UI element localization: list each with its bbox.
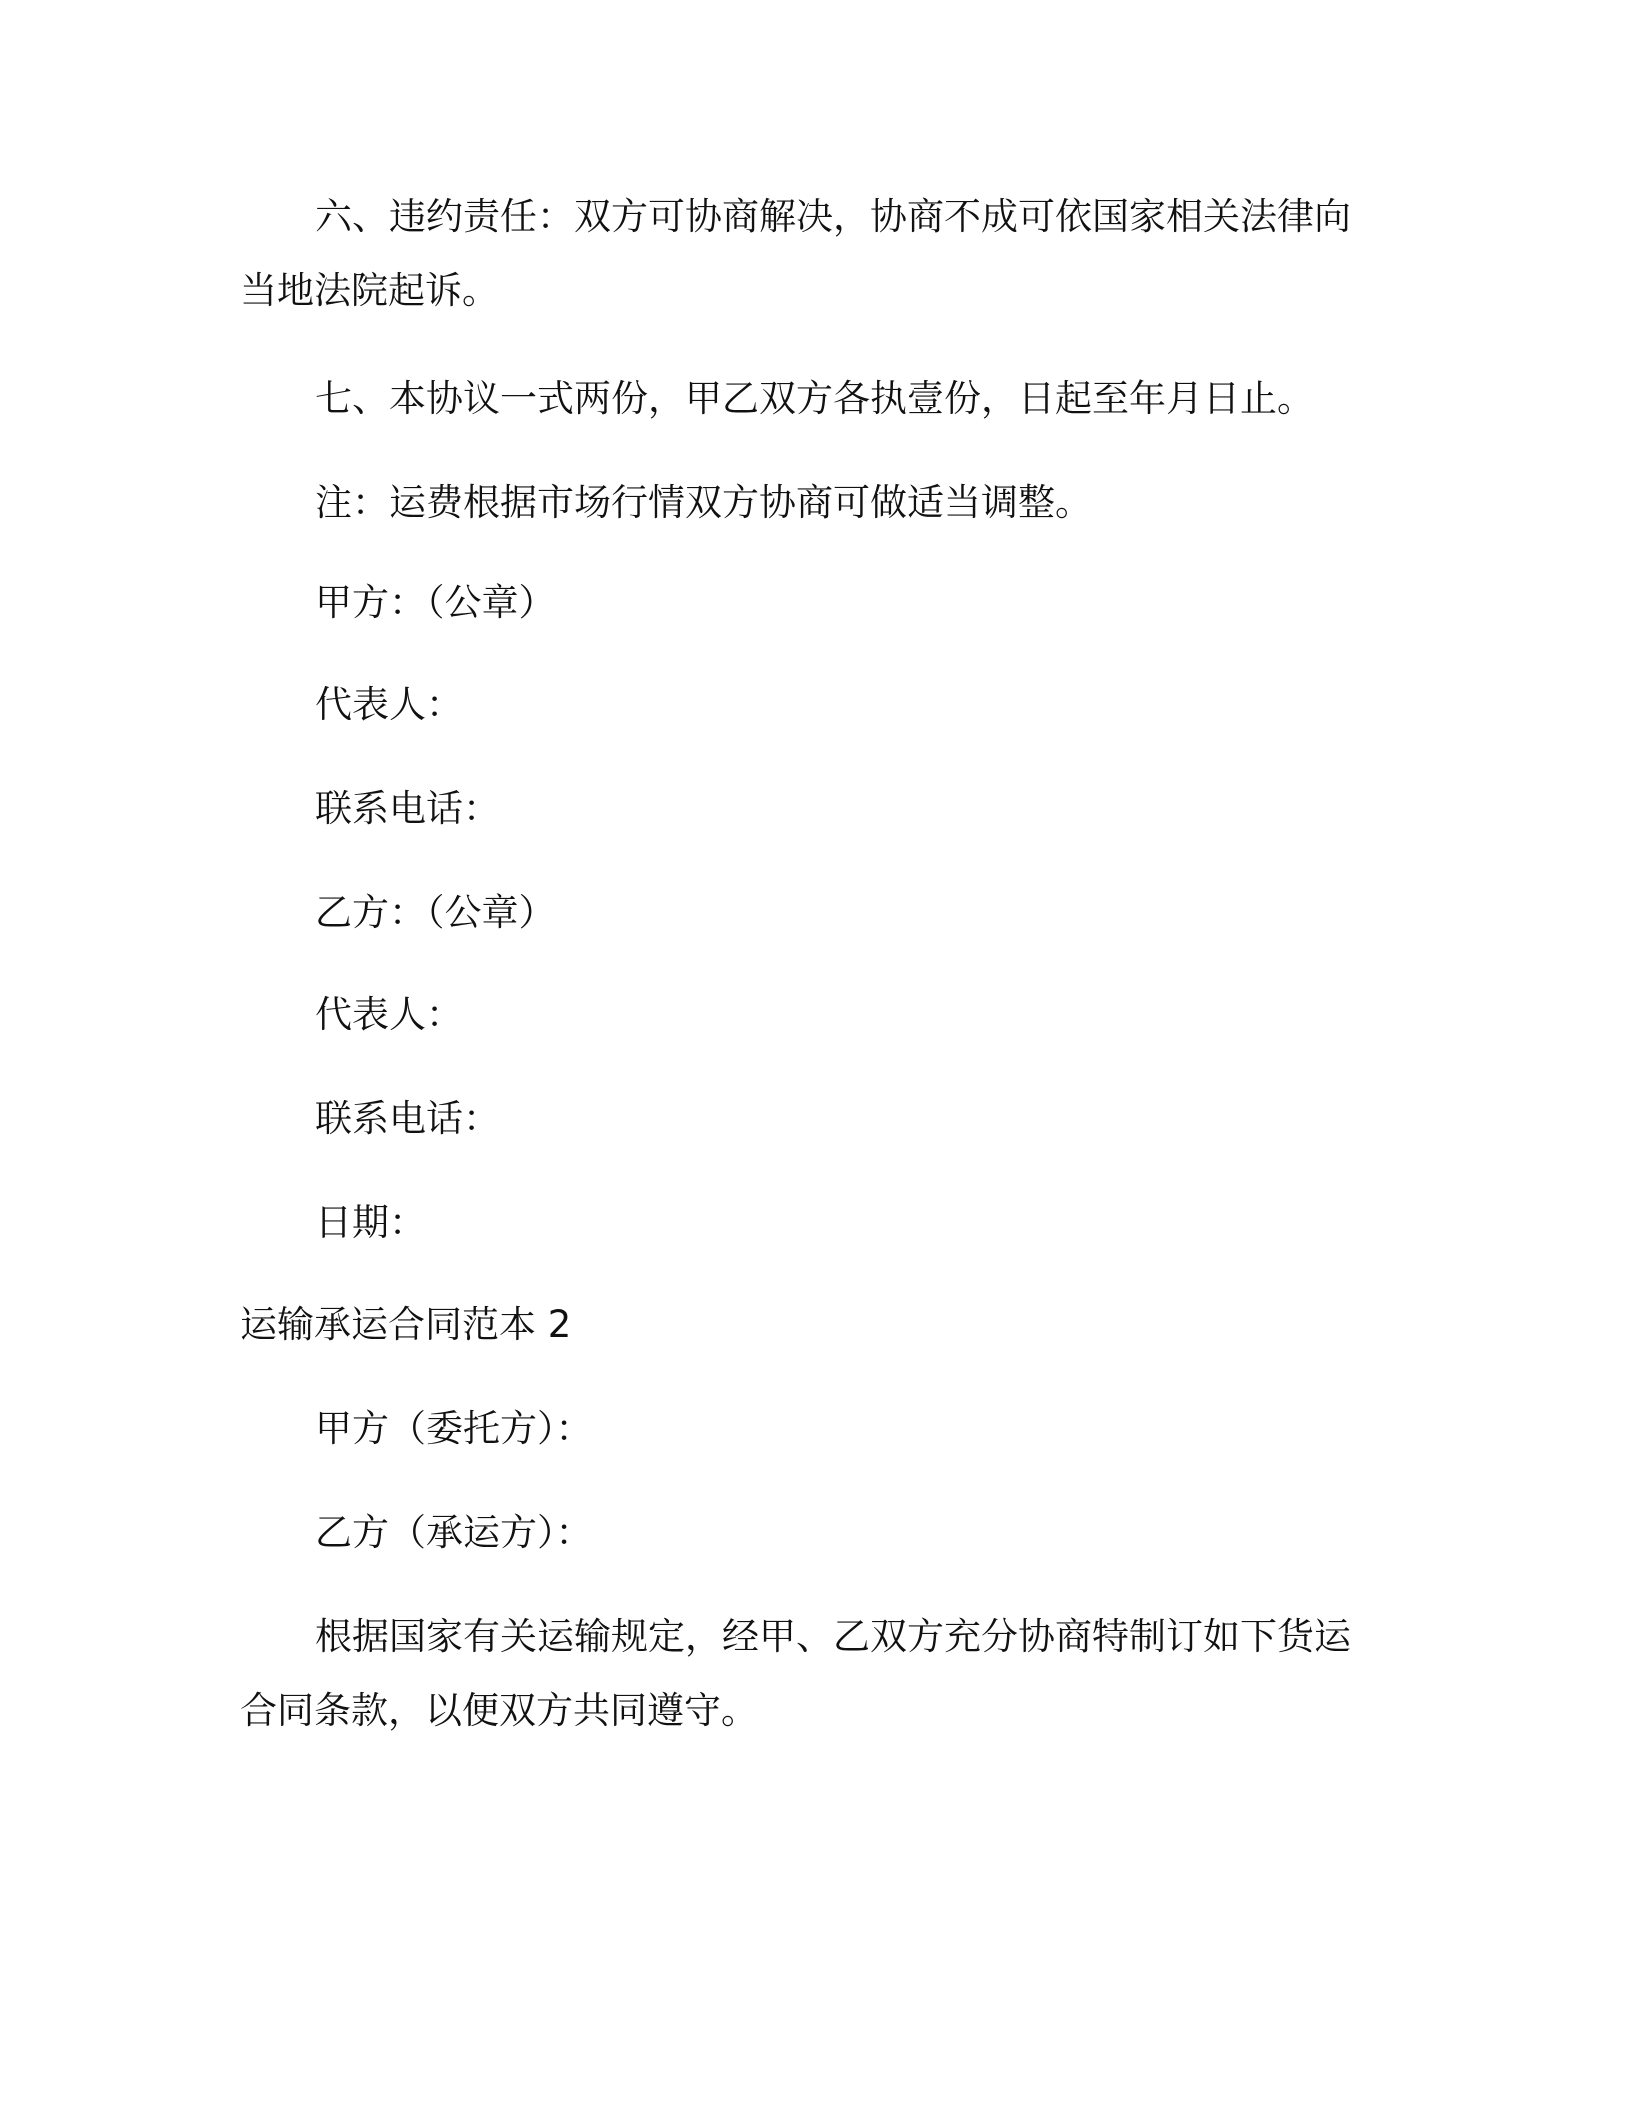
preamble-line-1: 根据国家有关运输规定，经甲、乙双方充分协商特制订如下货运 <box>315 1615 1351 1658</box>
note-paragraph: 注：运费根据市场行情双方协商可做适当调整。 <box>315 481 1092 524</box>
clause-six-line-2: 当地法院起诉。 <box>240 269 499 312</box>
consignor-line: 甲方（委托方）： <box>315 1407 593 1450</box>
party-a-phone: 联系电话： <box>315 787 500 830</box>
carrier-line: 乙方（承运方）： <box>315 1511 593 1554</box>
clause-six-paragraph <box>240 180 1360 328</box>
party-a-seal: 甲方：（公章） <box>315 581 556 624</box>
preamble-line-2: 合同条款，以便双方共同遵守。 <box>240 1689 758 1732</box>
date-line: 日期： <box>315 1201 426 1244</box>
party-b-seal: 乙方：（公章） <box>315 891 556 934</box>
party-a-representative: 代表人： <box>315 683 463 726</box>
section-title: 运输承运合同范本 2 <box>240 1303 572 1346</box>
clause-seven-paragraph: 七、本协议一式两份，甲乙双方各执壹份，日起至年月日止。 <box>315 377 1314 420</box>
party-b-phone: 联系电话： <box>315 1097 500 1140</box>
preamble-paragraph <box>240 1600 1360 1748</box>
clause-six-line-1: 六、违约责任：双方可协商解决，协商不成可依国家相关法律向 <box>315 195 1351 238</box>
party-b-representative: 代表人： <box>315 993 463 1036</box>
